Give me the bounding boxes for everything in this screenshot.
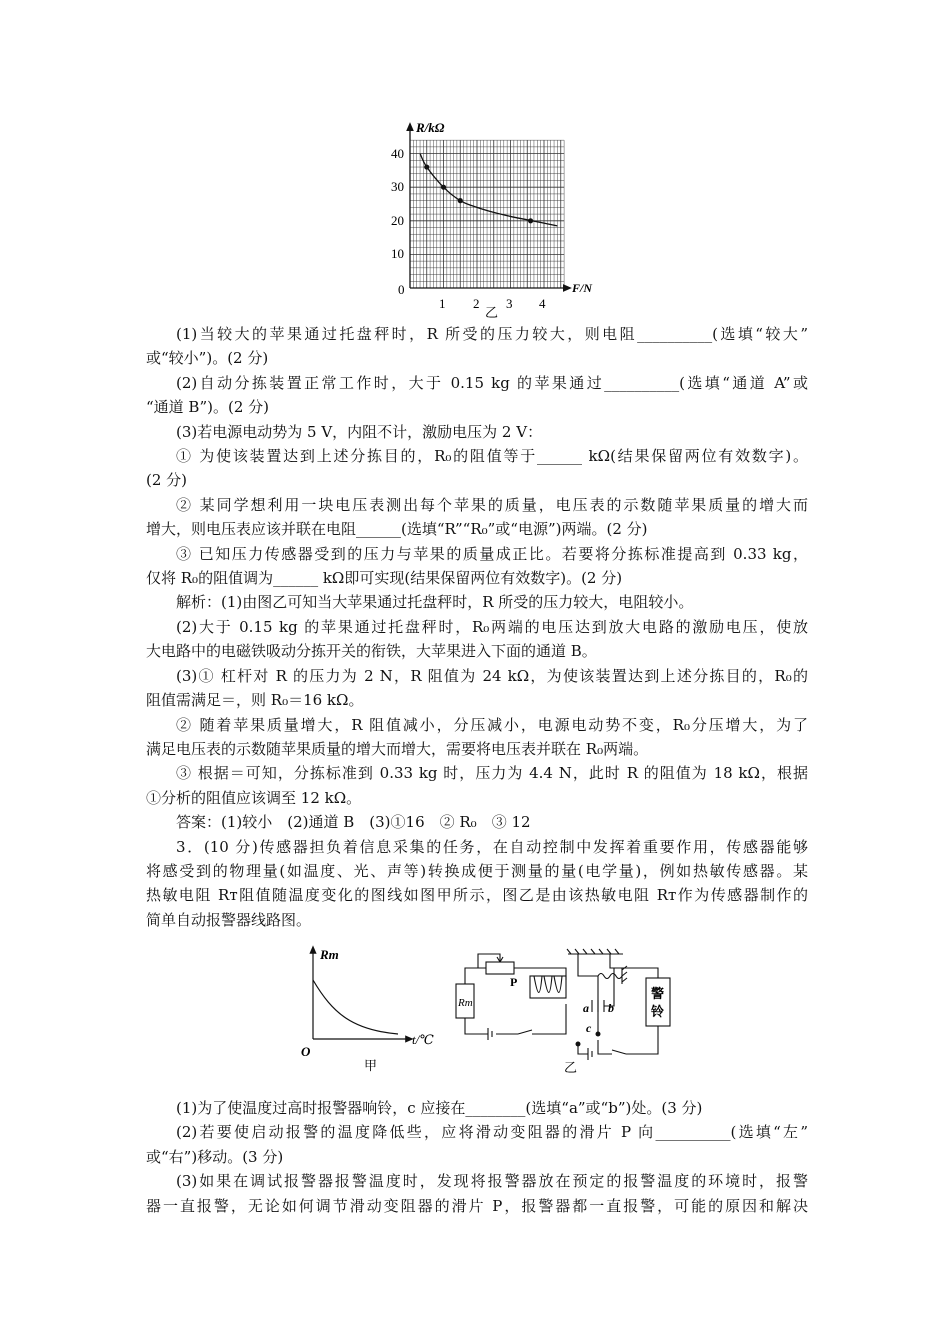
x-axis-label: t/℃ [412, 1032, 434, 1047]
text-line: (1)为了使温度过高时报警器响铃，c 应接在________(选填“a”或“b”)处。(3 分) [176, 1099, 703, 1117]
y-axis-label: Rт [320, 947, 339, 962]
figure-caption: 乙 [485, 305, 499, 318]
question-3-text-block [146, 1096, 808, 1218]
analysis-line: ② 随着苹果质量增大，R 阻值减小，分压减小，电源电动势不变，R₀分压增大，为了 [176, 715, 808, 734]
analysis-line: 解析：(1)由图乙可知当大苹果通过托盘秤时，R 所受的压力较大，电阻较小。 [176, 593, 694, 612]
analysis-line: 阻值需满足＝，则 R₀＝16 kΩ。 [146, 691, 364, 710]
resistor-label: Rт [458, 997, 473, 1009]
analysis-line: 大电路中的电磁铁吸动分拣开关的衔铁，大苹果进入下面的通道 B。 [146, 642, 597, 661]
rheostat [486, 962, 514, 974]
thermistor-curve [313, 980, 398, 1034]
contact-b-label: b [608, 1001, 614, 1015]
analysis-line: (2)大于 0.15 kg 的苹果通过托盘秤时，R₀两端的电压达到放大电路的激励电压，使放 [176, 617, 808, 636]
figure-caption: 甲 [364, 1058, 378, 1073]
analysis-line: ③ 根据＝可知，分拣标准到 0.33 kg 时，压力为 4.4 N，此时 R 的阻值为 18 kΩ，根据 [176, 764, 808, 783]
text-line: 将感受到的物理量(如温度、光、声等)转换成便于测量的量(电学量)，例如热敏传感器。某 [146, 861, 808, 880]
contact-c-label: c [586, 1021, 592, 1035]
data-point [424, 164, 429, 169]
text-line: 仅将 R₀的阻值调为______ kΩ即可实现(结果保留两位有效数字)。(2 分) [146, 569, 623, 588]
text-line: 增大，则电压表应该并联在电阻______(选填“R”“R₀”或“电源”)两端。(2 分) [146, 520, 648, 539]
thermistor-graph [298, 944, 448, 1074]
text-line: 热敏电阻 Rт阻值随温度变化的图线如图甲所示，图乙是由该热敏电阻 Rт作为传感器制作的 [146, 886, 808, 905]
y-axis-label: R/kΩ [416, 120, 445, 135]
bell-label: 铃 [651, 1004, 665, 1019]
text-line: (2)若要使启动报警的温度降低些，应将滑动变阻器的滑片 P 向__________(选填“左” [176, 1123, 808, 1142]
x-axis-label: F/N [572, 281, 593, 295]
resistance-force-graph [385, 118, 600, 318]
slider-label: P [510, 975, 518, 989]
y-tick-label: 20 [391, 213, 404, 228]
alarm-circuit-diagram [448, 946, 688, 1076]
text-line: 简单自动报警器线路图。 [146, 910, 312, 929]
bell-label: 警 [651, 986, 665, 1001]
graph-grid [410, 140, 564, 288]
x-tick-label: 1 [439, 296, 446, 311]
text-line: (3)如果在调试报警器报警温度时，发现将报警器放在预定的报警温度的环境时，报警 [176, 1172, 808, 1191]
contact-a-label: a [583, 1001, 589, 1015]
x-tick-label: 4 [539, 296, 546, 311]
spring [598, 974, 622, 979]
text-line: 器一直报警，无论如何调节滑动变阻器的滑片 P，报警器都一直报警，可能的原因和解决 [146, 1196, 808, 1215]
text-line: 3．(10 分)传感器担负着信息采集的任务，在自动控制中发挥着重要作用，传感器能够 [176, 837, 808, 856]
text-line: (1)当较大的苹果通过托盘秤时，R 所受的压力较大，则电阻__________(选填“较大” [176, 325, 808, 343]
data-point [441, 185, 446, 190]
data-point [458, 198, 463, 203]
x-tick-label: 2 [473, 296, 480, 311]
text-line: ① 为使该装置达到上述分拣目的，R₀的阻值等于______ kΩ(结果保留两位有效数字)。 [176, 447, 808, 466]
x-tick-label: 3 [506, 296, 513, 311]
origin-label: 0 [398, 282, 405, 297]
text-line: 或“较小”)。(2 分) [146, 349, 269, 368]
analysis-line: (3)① 杠杆对 R 的压力为 2 N，R 阻值为 24 kΩ，为使该装置达到上述分拣目的，R₀的 [176, 666, 808, 685]
analysis-line: 满足电压表的示数随苹果质量的增大而增大，需要将电压表并联在 R₀两端。 [146, 739, 649, 758]
text-line: (3)若电源电动势为 5 V，内阻不计，激励电压为 2 V： [176, 422, 543, 441]
text-line: “通道 B”)。(2 分) [146, 398, 269, 417]
resistance-curve [420, 154, 557, 226]
right-circuit-wires [598, 954, 658, 1054]
analysis-line: ①分析的阻值应该调至 12 kΩ。 [146, 788, 362, 807]
y-tick-label: 30 [391, 179, 404, 194]
text-line: (2)自动分拣装置正常工作时，大于 0.15 kg 的苹果通过__________(选填“通道 A”或 [176, 373, 808, 392]
text-line: 或“右”)移动。(3 分) [146, 1147, 284, 1166]
y-tick-label: 40 [391, 146, 404, 161]
data-point [528, 218, 533, 223]
question-text-block [146, 322, 808, 932]
origin-label: O [301, 1044, 311, 1059]
text-line: (2 分) [146, 471, 188, 490]
text-line: ③ 已知压力传感器受到的压力与苹果的质量成正比。若要将分拣标准提高到 0.33 kg， [176, 544, 808, 563]
figure-caption: 乙 [564, 1060, 578, 1075]
text-line: ② 某同学想利用一块电压表测出每个苹果的质量，电压表的示数随苹果质量的增大而 [176, 495, 808, 514]
answer-line: 答案：(1)较小 (2)通道 B (3)①16 ② R₀ ③ 12 [176, 813, 531, 832]
y-tick-label: 10 [391, 246, 404, 261]
